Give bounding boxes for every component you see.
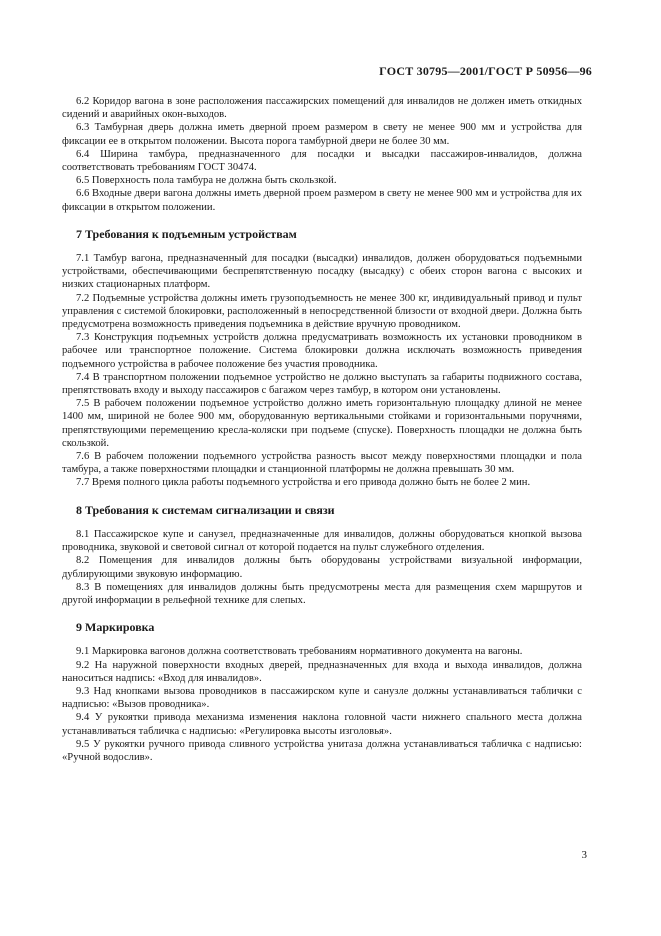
paragraph: 6.2 Коридор вагона в зоне расположения пассажирских помещений для инвалидов не должен иметь откидных сидений и аварийных окон-выходов.: [62, 96, 582, 121]
paragraph: 7.4 В транспортном положении подъемное устройство не должно выступать за габариты подвижного состава, препятствовать входу и выходу пассажиров с багажом через тамбур, в котором они установлены.: [62, 371, 582, 397]
section-title: 8 Требования к системам сигнализации и связи: [76, 502, 335, 517]
paragraph: 6.6 Входные двери вагона должны иметь дверной проем размером в свету не менее 900 мм и устройства для их фиксации в открытом положении.: [62, 188, 582, 213]
paragraph: 9.2 На наружной поверхности входных дверей, предназначенных для входа и выхода инвалидов, должна наноситься надпись: «Вход для инвалидов».: [62, 659, 582, 684]
paragraph: 7.1 Тамбур вагона, предназначенный для посадки (высадки) инвалидов, должен оборудоваться подъемными устройствами, обеспечивающими беспрепятственную посадку (высадку) с обеих сторон вагона с высоких и низких стационарных платформ.: [62, 253, 582, 291]
document-header: ГОСТ 30795—2001/ГОСТ Р 50956—96: [379, 64, 592, 78]
page-number: 3: [581, 849, 587, 861]
paragraph: 6.3 Тамбурная дверь должна иметь дверной проем размером в свету не менее 900 мм и устройства для фиксации ее в открытом положении. Высота порога тамбурной двери не более 30 мм.: [62, 122, 582, 147]
paragraph: 7.5 В рабочем положении подъемное устройство должно иметь горизонтальную площадку длиной не менее 1400 мм, шириной не более 900 мм, оборудованную вертикальными стойками и горизонтальными поручнями, препятствующими перемещению кресла-коляски при подъеме (спуске). Поверхность площадки не должна быть скользкой.: [62, 398, 582, 449]
paragraph: 9.1 Маркировка вагонов должна соответствовать требованиям нормативного документа на вагоны.: [76, 646, 523, 658]
section-title: 7 Требования к подъемным устройствам: [76, 226, 297, 241]
document-body: [62, 95, 582, 764]
paragraph: 7.3 Конструкция подъемных устройств должна предусматривать возможность их установки проводником в рабочее или транспортное положение. Система блокировки должна исключать возможность приведения подъемного устройства в рабочее положение без участия проводника.: [62, 332, 582, 370]
paragraph: 7.2 Подъемные устройства должны иметь грузоподъемность не менее 300 кг, индивидуальный привод и пульт управления с системой блокировки, расположенный в непосредственной близости от входной двери. Должна быть предусмотрена возможность приведения подъемника в действие вручную проводником.: [62, 292, 582, 331]
paragraph: 8.3 В помещениях для инвалидов должны быть предусмотрены места для размещения схем маршрутов и другой информации в рельефной технике для слепых.: [62, 581, 582, 606]
paragraph: 9.3 Над кнопками вызова проводников в пассажирском купе и санузле должны устанавливаться таблички с надписью: «Вызов проводника».: [62, 685, 582, 711]
paragraph: 8.2 Помещения для инвалидов должны быть оборудованы устройствами визуальной информации, дублирующими звуковую информацию.: [62, 555, 582, 580]
paragraph: 9.5 У рукоятки ручного привода сливного устройства унитаза должна устанавливаться табличка с надписью: «Ручной водослив».: [62, 738, 582, 763]
paragraph: 7.7 Время полного цикла работы подъемного устройства и его привода должно быть не более 2 мин.: [76, 477, 531, 489]
paragraph: 9.4 У рукоятки привода механизма изменения наклона головной части нижнего спального места должна устанавливаться табличка с надписью: «Регулировка высоты изголовья».: [62, 712, 582, 737]
paragraph: 8.1 Пассажирское купе и санузел, предназначенные для инвалидов, должны оборудоваться кнопкой вызова проводника, звуковой и световой сигнал от которой подается на пульт служебного отделения.: [62, 528, 582, 554]
paragraph: 6.4 Ширина тамбура, предназначенного для посадки и высадки пассажиров-инвалидов, должна соответствовать требованиям ГОСТ 30474.: [62, 148, 582, 174]
paragraph: 7.6 В рабочем положении подъемного устройства разность высот между поверхностями площадки и пола тамбура, а также поверхностями площадки и станционной платформы не должна превышать 30 мм.: [62, 451, 582, 476]
paragraph: 6.5 Поверхность пола тамбура не должна быть скользкой.: [76, 175, 337, 187]
section-title: 9 Маркировка: [76, 620, 155, 635]
